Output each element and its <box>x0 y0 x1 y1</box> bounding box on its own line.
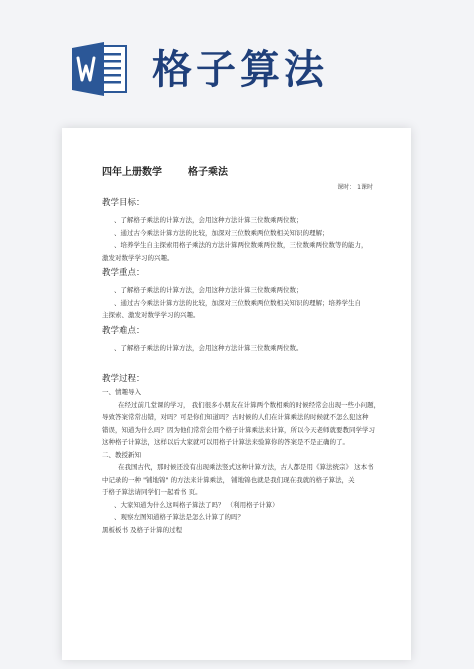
lesson-subject: 四年上册数学 <box>102 167 162 178</box>
document-header <box>0 0 474 120</box>
paragraph-line: 错误，知道为什么吗？因为他们常常会用个格子计算乘法来计算，所以今天老师就要教同学学习 <box>102 425 375 434</box>
section-title-goals: 教学目标： <box>102 198 145 208</box>
section-title-difficult-points: 教学难点： <box>102 325 145 336</box>
key-point-line: 、了解格子乘法的计算方法，会用这种方法计算三位数乘两位数； <box>114 286 303 294</box>
goal-line: 、通过古今乘法计算方法的比较，加深对三位数乘两位数相关知识的理解； <box>114 228 329 237</box>
goal-line: 、了解格子乘法的计算方法，会用这种方法计算三位数乘两位数； <box>114 216 303 224</box>
lesson-duration: 课时： 1课时 <box>337 184 373 191</box>
document-page <box>62 128 411 660</box>
document-title: 格子算法 <box>152 47 328 93</box>
word-document-icon <box>70 40 128 98</box>
question-line: 、大家知道为什么这叫格子算法了吗？ （利用格子计算） <box>114 500 279 509</box>
section-title-key-points: 教学重点： <box>102 268 145 278</box>
key-point-line: 、通过古今乘法计算方法的比较，加深对三位数乘两位数相关知识的理解；培养学生自 <box>114 298 361 307</box>
question-line: 、观察左图知道格子算法是怎么计算了的吗？ <box>114 513 244 521</box>
difficult-point-line: 、了解格子乘法的计算方法，会用这种方法计算三位数乘两位数。 <box>114 343 303 352</box>
paragraph-line: 导致答案常常出错，对吗？可是你们知道吗？古时候的人们在计算乘法的时候就不怎么犯这种 <box>102 413 369 421</box>
paragraph-line: 这种格子计算法，这样以后大家就可以用格子计算法来验算你的答案是不是正确的了。 <box>102 438 349 446</box>
paragraph-line: 中记录的一种 "铺地锦" 的方法来计算乘法， 铺地锦也就是我们现在我就的格子算法，关 <box>102 475 355 484</box>
board-note-line: 黑板板书 及格子计算的过程 <box>102 525 183 534</box>
subsection-title-intro: 一、情趣导入 <box>102 388 141 396</box>
paragraph-line: 在经过前几堂课的学习， 我们很多小朋友在计算两个数相乘的时候经常会出现一些小问题， <box>118 400 381 409</box>
document-body <box>102 164 381 536</box>
key-point-line: 主探索、激发对数学学习的兴趣。 <box>102 311 200 319</box>
goal-line: 激发对数学学习的兴趣。 <box>102 253 174 262</box>
subsection-title-new-knowledge: 二、教授新知 <box>102 450 141 459</box>
section-title-process: 教学过程： <box>102 374 145 384</box>
paragraph-line: 于格子算法请同学们一起看书 页。 <box>102 488 202 496</box>
paragraph-line: 在我国古代，那时候还没有出现乘法竖式这种计算方法，古人都是用《算法统宗》 这本书 <box>118 463 374 471</box>
goal-line: 、培养学生自主探索用格子乘法的方法计算两位数乘两位数，三位数乘两位数等的能力， <box>114 241 368 249</box>
lesson-heading <box>102 164 377 182</box>
lesson-topic: 格子乘法 <box>188 167 228 178</box>
